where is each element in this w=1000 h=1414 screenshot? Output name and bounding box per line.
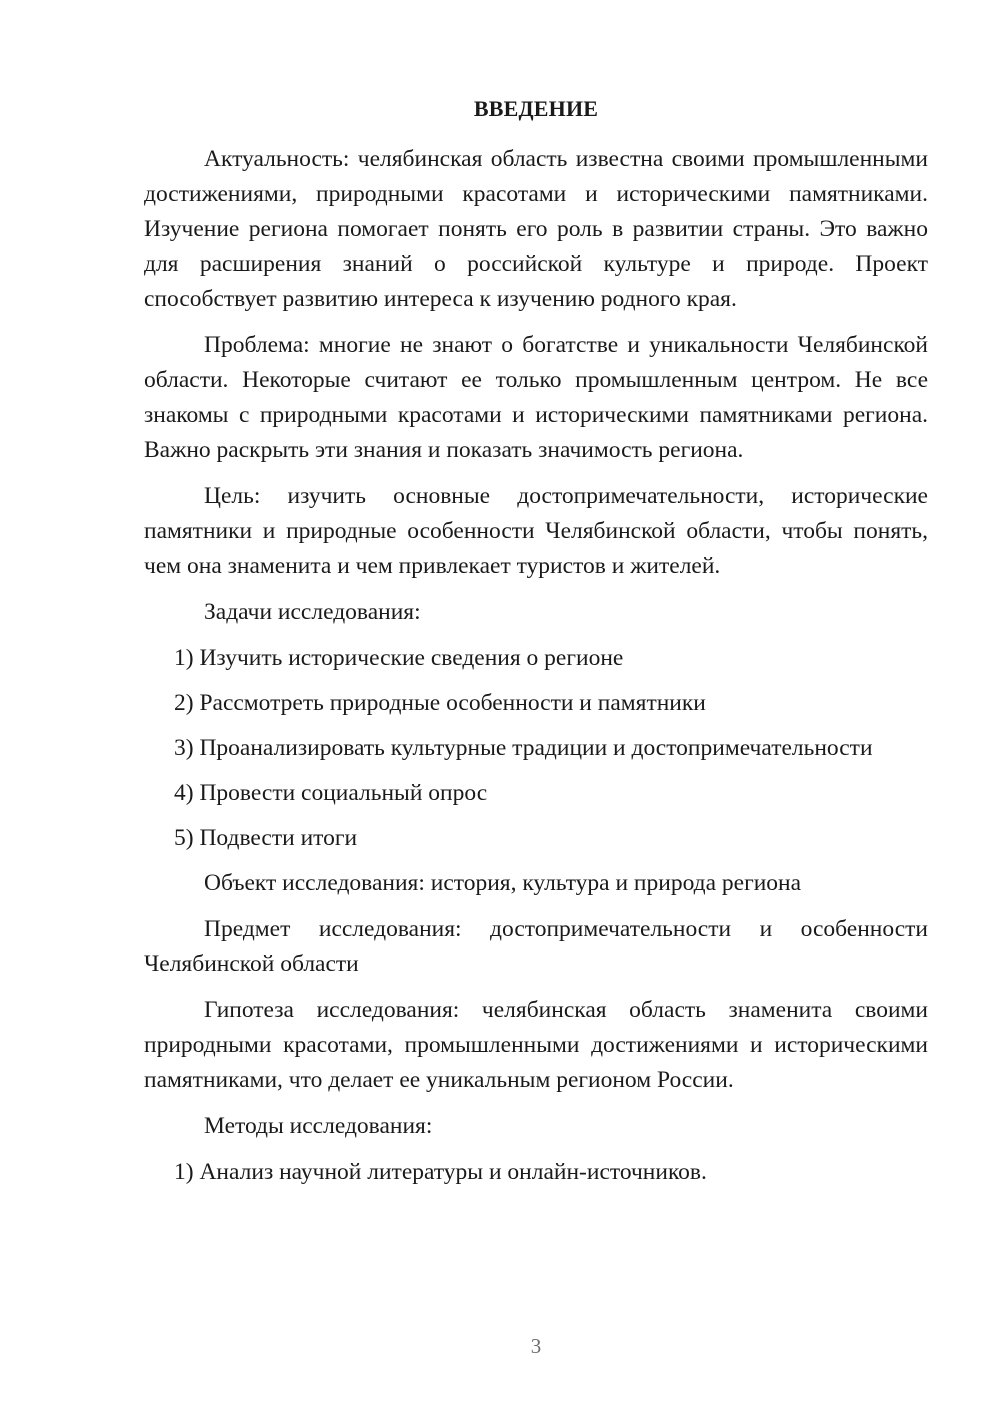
hypothesis-paragraph: Гипотеза исследования: челябинская область знаменита своими природными красотами, промышленными достижениями и историческими памятниками, что делает ее уникальным регионом России.: [144, 997, 928, 1093]
task-item: 3) Проанализировать культурные традиции и достопримечательности: [174, 735, 873, 761]
task-item: 1) Изучить исторические сведения о регионе: [174, 645, 624, 671]
page-number: 3: [530, 1334, 542, 1358]
task-item: 5) Подвести итоги: [174, 825, 358, 851]
tasks-title: Задачи исследования:: [204, 599, 421, 625]
method-item: 1) Анализ научной литературы и онлайн-источников.: [174, 1159, 707, 1185]
problem-paragraph: Проблема: многие не знают о богатстве и уникальности Челябинской области. Некоторые считают ее только промышленным центром. Не все знакомы с природными красотами и историческими памятниками региона. Важно раскрыть эти знания и показать значимость региона.: [144, 332, 928, 463]
task-item: 2) Рассмотреть природные особенности и памятники: [174, 690, 706, 716]
subject-paragraph: Предмет исследования: достопримечательности и особенности Челябинской области: [144, 916, 928, 977]
object-paragraph: Объект исследования: история, культура и природа региона: [204, 870, 802, 896]
document-body: [144, 142, 928, 1200]
methods-list: [144, 1155, 928, 1190]
methods-title: Методы исследования:: [204, 1113, 433, 1139]
task-item: 4) Провести социальный опрос: [174, 780, 488, 806]
section-heading: ВВЕДЕНИЕ: [473, 96, 599, 121]
goal-paragraph: Цель: изучить основные достопримечательности, исторические памятники и природные особенности Челябинской области, чтобы понять, чем она знаменита и чем привлекает туристов и жителей.: [144, 483, 928, 579]
tasks-list: [144, 641, 928, 856]
relevance-paragraph: Актуальность: челябинская область известна своими промышленными достижениями, природными красотами и историческими памятниками. Изучение региона помогает понять его роль в развитии страны. Это важно для расширения знаний о российской культуре и природе. Проект способствует развитию интереса к изучению родного края.: [144, 146, 928, 312]
